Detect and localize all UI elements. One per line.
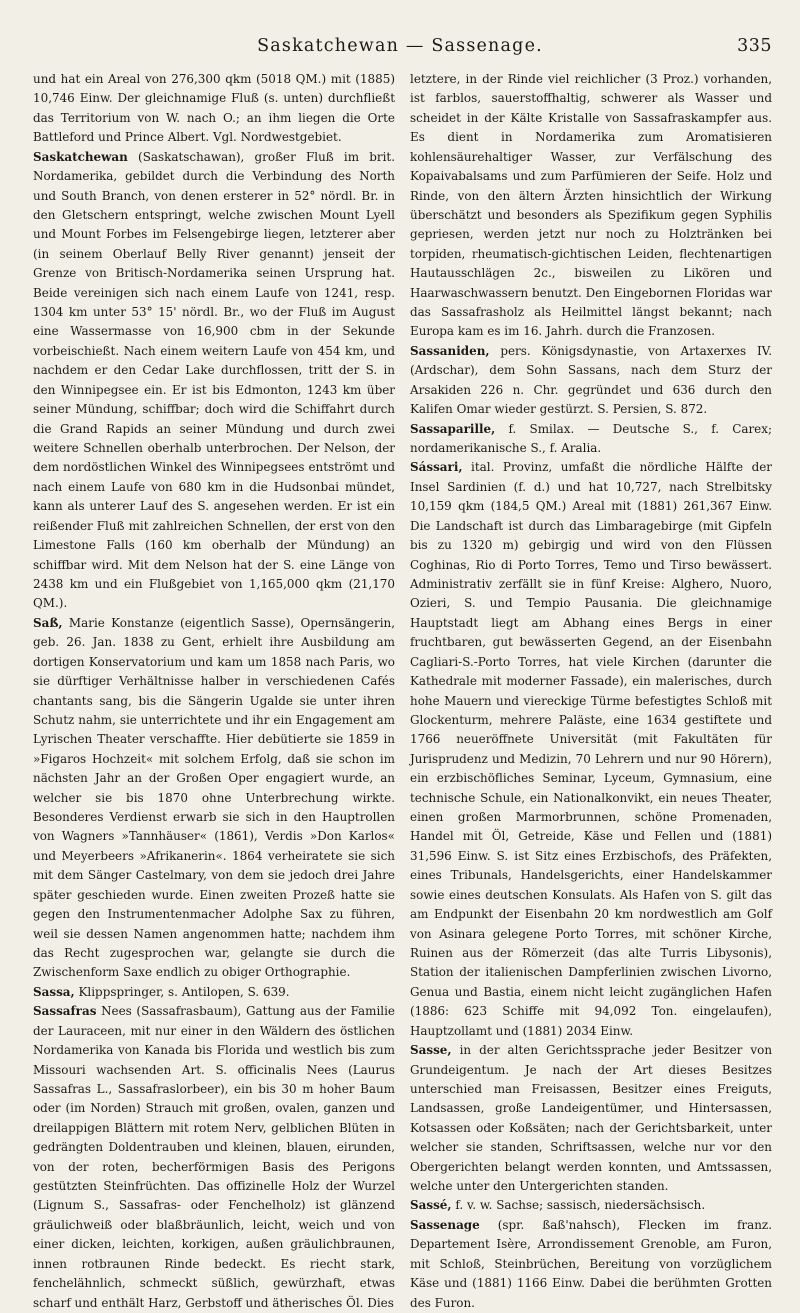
entry-text: letztere, in der Rinde viel reichlicher (3 Proz.) vorhanden, ist farblos, sauerstoffhaltig, schwerer als Wasser und scheidet in der Kälte Kristalle von Sassafraskampfer aus. Es dient in Nordamerika zum Aromatisieren kohlensäurehaltiger Wasser, zur Verfälschung des Kopaivabalsams und zum Parfümieren der Seife. Holz und Rinde, von den ältern Ärzten hinsichtlich der Wirkung überschätzt und besonders als Spezifikum gegen Syphilis gepriesen, werden jetzt nur noch zu Holztränken bei torpiden, rheumatisch-gichtischen Leiden, flechtenartigen Hautausschlägen 2c., bisweilen zu Likören und Haarwaschwassern benutzt. Den Eingebornen Floridas war das Sassafrasholz als Heilmittel längst bekannt; nach Europa kam es im 16. Jahrh. durch die Franzosen.: [410, 72, 772, 339]
entry-text: ital. Provinz, umfaßt die nördliche Hälfte der Insel Sardinien (f. d.) und hat 10,727, nach Strelbitsky 10,159 qkm (184,5 QM.) Areal mit (1881) 261,367 Einw. Die Landschaft ist durch das Limbaragebirge (mit Gipfeln bis zu 1320 m) gebirgig und wird von den Flüssen Coghinas, Rio di Porto Torres, Temo und Tirso bewässert. Administrativ zerfällt sie in fünf Kreise: Alghero, Nuoro, Ozieri, S. und Tempio Pausania. Die gleichnamige Hauptstadt liegt am Abhang eines Bergs in einer fruchtbaren, gut bewässerten Gegend, an der Eisenbahn Cagliari-S.-Porto Torres, hat viele Kirchen (darunter die Kathedrale mit moderner Fassade), ein malerisches, durch hohe Mauern und viereckige Türme befestigtes Schloß mit Glockenturm, mehrere Paläste, eine 1634 gestiftete und 1766 neueröffnete Universität (mit Fakultäten für Jurisprudenz und Medizin, 70 Lehrern und nur 90 Hörern), ein erzbischöfliches Seminar, Lyceum, Gymnasium, eine technische Schule, ein Nationalkonvikt, ein neues Theater, einen großen Marmorbrunnen, schöne Promenaden, Handel mit Öl, Getreide, Käse und Fellen und (1881) 31,596 Einw. S. ist Sitz eines Erzbischofs, des Präfekten, eines Tribunals, Handelsgerichts, einer Handelskammer sowie eines deutschen Konsulats. Als Hafen von S. gilt das am Endpunkt der Eisenbahn 20 km nordwestlich am Golf von Asinara gelegene Porto Torres, mit schöner Kirche, Ruinen aus der Römerzeit (das alte Turris Libysonis), Station der italienischen Dampferlinien zwischen Livorno, Genua und Bastia, einem nicht leicht zugänglichen Hafen (1886: 623 Schiffe mit 94,092 Ton. eingelaufen), Hauptzollamt und (1881) 2034 Einw.: [410, 460, 772, 1038]
entry-headword: Sassaniden,: [410, 343, 490, 358]
entry-headword: Saskatchewan: [33, 149, 128, 164]
right-column: [410, 70, 772, 1313]
entry-sass: [33, 614, 395, 983]
entry-text: f. Smilax. — Deutsche S., f. Carex; nordamerikanische S., f. Aralia.: [410, 421, 772, 456]
entry-sasse-2: [410, 1196, 772, 1215]
entry-headword: Sassé,: [410, 1198, 452, 1213]
entry-sassaparille: [410, 420, 772, 459]
entry-sassari: [410, 458, 772, 1041]
entry-text: Marie Konstanze (eigentlich Sasse), Opernsängerin, geb. 26. Jan. 1838 zu Gent, erhielt ihre Ausbildung am dortigen Konservatorium und kam um 1858 nach Paris, wo sie dürftiger Verhältnisse halber in verschiedenen Cafés chantants sang, bis die Sängerin Ugalde sie unter ihren Schutz nahm, sie unterrichtete und ihr ein Engagement am Lyrischen Theater verschaffte. Hier debütierte sie 1859 in »Figaros Hochzeit« mit solchem Erfolg, daß sie schon im nächsten Jahr an der Großen Oper engagiert wurde, an welcher sie bis 1870 ohne Unterbrechung wirkte. Besonderes Verdienst erwarb sie sich in den Hauptrollen von Wagners »Tannhäuser« (1861), Verdis »Don Karlos« und Meyerbeers »Afrikanerin«. 1864 verheiratete sie sich mit dem Sänger Castelmary, von dem sie jedoch drei Jahre später geschieden wurde. Einen zweiten Prozeß hatte sie gegen den Instrumentenmacher Adolphe Sax zu führen, weil sie dessen Namen angenommen hatte; nachdem ihm das Recht zugesprochen war, gelangte sie durch die Zwischenform Saxe endlich zu obiger Orthographie.: [33, 615, 396, 980]
entry-text: und hat ein Areal von 276,300 qkm (5018 QM.) mit (1885) 10,746 Einw. Der gleichnamige Fluß (s. unten) durchfließt das Territorium von W. nach O.; an ihm liegen die Orte Battleford und Prince Albert. Vgl. Nordwestgebiet.: [33, 72, 395, 145]
running-title: Saskatchewan — Sassenage.: [257, 36, 543, 56]
entry-headword: Sassafras: [33, 1004, 97, 1019]
entry-sassenage: [410, 1216, 772, 1313]
entry-text: f. v. w. Sachse; sassisch, niedersächsisch.: [455, 1198, 706, 1213]
entry-headword: Sassaparille,: [410, 421, 496, 436]
entry-headword: Sassa,: [33, 984, 75, 999]
page-number: 335: [737, 36, 772, 56]
entry-sassafras: [33, 1002, 395, 1313]
entry-text: (Saskatschawan), großer Fluß im brit. Nordamerika, gebildet durch die Verbindung des North und South Branch, von denen ersterer in 52° nördl. Br. in den Gletschern entspringt, welche zwischen Mount Lyell und Mount Forbes im Felsengebirge liegen, letzterer aber (in seinem Oberlauf Belly River genannt) jenseit der Grenze von Britisch-Nordamerika seinen Ursprung hat. Beide vereinigen sich nach einem Laufe von 1241, resp. 1304 km unter 53° 15' nördl. Br., wo der Fluß im August eine Wassermasse von 16,900 cbm in der Sekunde vorbeischießt. Nach einem weitern Laufe von 454 km, und nachdem er den Cedar Lake durchflossen, tritt der S. in den Winnipegsee ein. Er ist bis Edmonton, 1243 km über seiner Mündung, schiffbar; doch wird die Schiffahrt durch die Grand Rapids an seiner Mündung und durch zwei weitere Schnellen oberhalb unterbrochen. Der Nelson, der dem nordöstlichen Winkel des Winnipegsees entströmt und nach einem Laufe von 680 km in die Hudsonbai mündet, kann als unterer Lauf des S. angesehen werden. Er ist ein reißender Fluß mit zahlreichen Schnellen, der erst von den Limestone Falls (160 km oberhalb der Mündung) an schiffbar wird. Mit dem Nelson hat der S. eine Länge von 2438 km und ein Flußgebiet von 1,165,000 qkm (21,170 QM.).: [33, 149, 396, 611]
entry-continuation: [33, 70, 395, 148]
entry-sasse: [410, 1041, 772, 1196]
entry-headword: Sassenage: [410, 1217, 480, 1232]
page-header: [0, 36, 800, 60]
entry-text: Nees (Sassafrasbaum), Gattung aus der Familie der Lauraceen, mit nur einer in den Wäldern des östlichen Nordamerika von Kanada bis Florida und westlich bis zum Missouri wachsenden Art. S. officinalis Nees (Laurus Sassafras L., Sassafraslorbeer), ein bis 30 m hoher Baum oder (im Norden) Strauch mit großen, ovalen, ganzen und dreilappigen Blättern mit rotem Nerv, gelblichen Blüten in gedrängten Doldentrauben und kleinen, blauen, eirunden, von der roten, becherförmigen Basis des Perigons gestützten Steinfrüchten. Das offizinelle Holz der Wurzel (Lignum S., Sassafras- oder Fenchelholz) ist glänzend gräulichweiß oder blaßbräunlich, leicht, weich und von einer dicken, leichten, korkigen, außen gräulichbraunen, innen rotbraunen Rinde bedeckt. Es riecht stark, fenchelähnlich, schmeckt süßlich, gewürzhaft, etwas scharf und enthält Harz, Gerbstoff und ätherisches Öl. Dies: [33, 1004, 395, 1310]
entry-text: pers. Königsdynastie, von Artaxerxes IV. (Ardschar), dem Sohn Sassans, nach dem Sturz der Arsakiden 226 n. Chr. gegründet und 636 durch den Kalifen Omar wieder gestürzt. S. Persien, S. 872.: [410, 343, 772, 417]
entry-continuation: [410, 70, 772, 342]
entry-sassaniden: [410, 342, 772, 420]
entry-text: in der alten Gerichtssprache jeder Besitzer von Grundeigentum. Je nach der Art dieses Besitzes unterschied man Freisassen, Besitzer eines Freiguts, Landsassen, große Landeigentümer, und Hintersassen, Kotsassen oder Koßsäten; nach der Gerichtsbarkeit, unter welcher sie standen, Schriftsassen, welche nur vor den Obergerichten belangt werden konnten, und Amtssassen, welche unter den Untergerichten standen.: [410, 1043, 773, 1194]
left-column: [33, 70, 395, 1313]
entry-sassa: [33, 983, 395, 1002]
entry-headword: Sasse,: [410, 1043, 452, 1058]
entry-headword: Sássari,: [410, 460, 463, 475]
entry-text: (spr. ßaß'nahsch), Flecken im franz. Departement Isère, Arrondissement Grenoble, am Furon, mit Schloß, Steinbrüchen, Bereitung von vorzüglichem Käse und (1881) 1166 Einw. Dabei die berühmten Grotten des Furon.: [410, 1217, 773, 1310]
entry-saskatchewan: [33, 148, 395, 614]
entry-text: Klippspringer, s. Antilopen, S. 639.: [78, 984, 290, 999]
entry-headword: Saß,: [33, 615, 63, 630]
